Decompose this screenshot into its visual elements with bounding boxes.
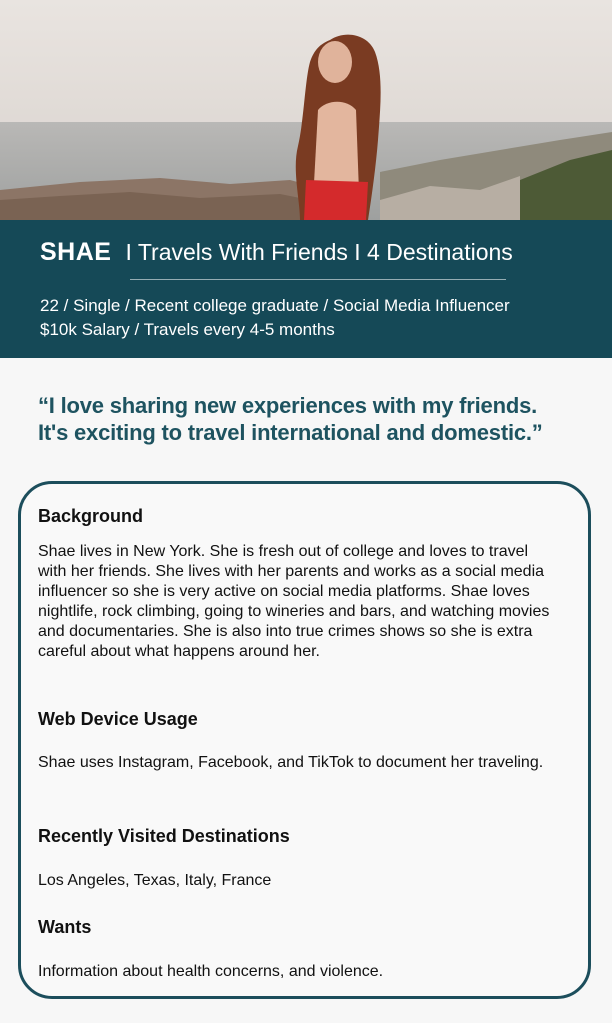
persona-facts	[40, 294, 510, 342]
persona-quote	[38, 392, 598, 446]
quote-line-1: “I love sharing new experiences with my friends.	[38, 393, 538, 418]
web-device-usage-text: Shae uses Instagram, Facebook, and TikTok to document her traveling.	[38, 754, 544, 771]
web-device-usage-heading: Web Device Usage	[38, 709, 198, 729]
persona-name: SHAE	[40, 238, 112, 266]
background-text: Shae lives in New York. She is fresh out of college and loves to travel with her friends. She lives with her parents and works as a social media influencer so she is very active on social media platforms. Shae loves nightlife, rock climbing, going to wineries and bars, and watching movies and documentaries. She is also into true crimes shows so she is extra careful about what happens around her.	[38, 543, 550, 660]
details-card	[18, 481, 591, 999]
facts-line-1: 22 / Single / Recent college graduate / Social Media Influencer	[40, 296, 510, 315]
recently-visited-text: Los Angeles, Texas, Italy, France	[38, 872, 272, 889]
hero-photo	[0, 0, 612, 220]
facts-line-2: $10k Salary / Travels every 4-5 months	[40, 320, 335, 339]
background-heading: Background	[38, 506, 144, 526]
persona-tagline: I Travels With Friends I 4 Destinations	[125, 239, 513, 265]
profile-banner	[0, 220, 612, 358]
quote-line-2: It's exciting to travel international and domestic.”	[38, 420, 543, 445]
wants-text: Information about health concerns, and violence.	[38, 963, 384, 980]
recently-visited-heading: Recently Visited Destinations	[38, 826, 290, 846]
banner-divider	[130, 279, 506, 280]
wants-heading: Wants	[38, 917, 92, 937]
hero-landscape-illustration	[0, 0, 612, 220]
title-row	[40, 238, 580, 267]
